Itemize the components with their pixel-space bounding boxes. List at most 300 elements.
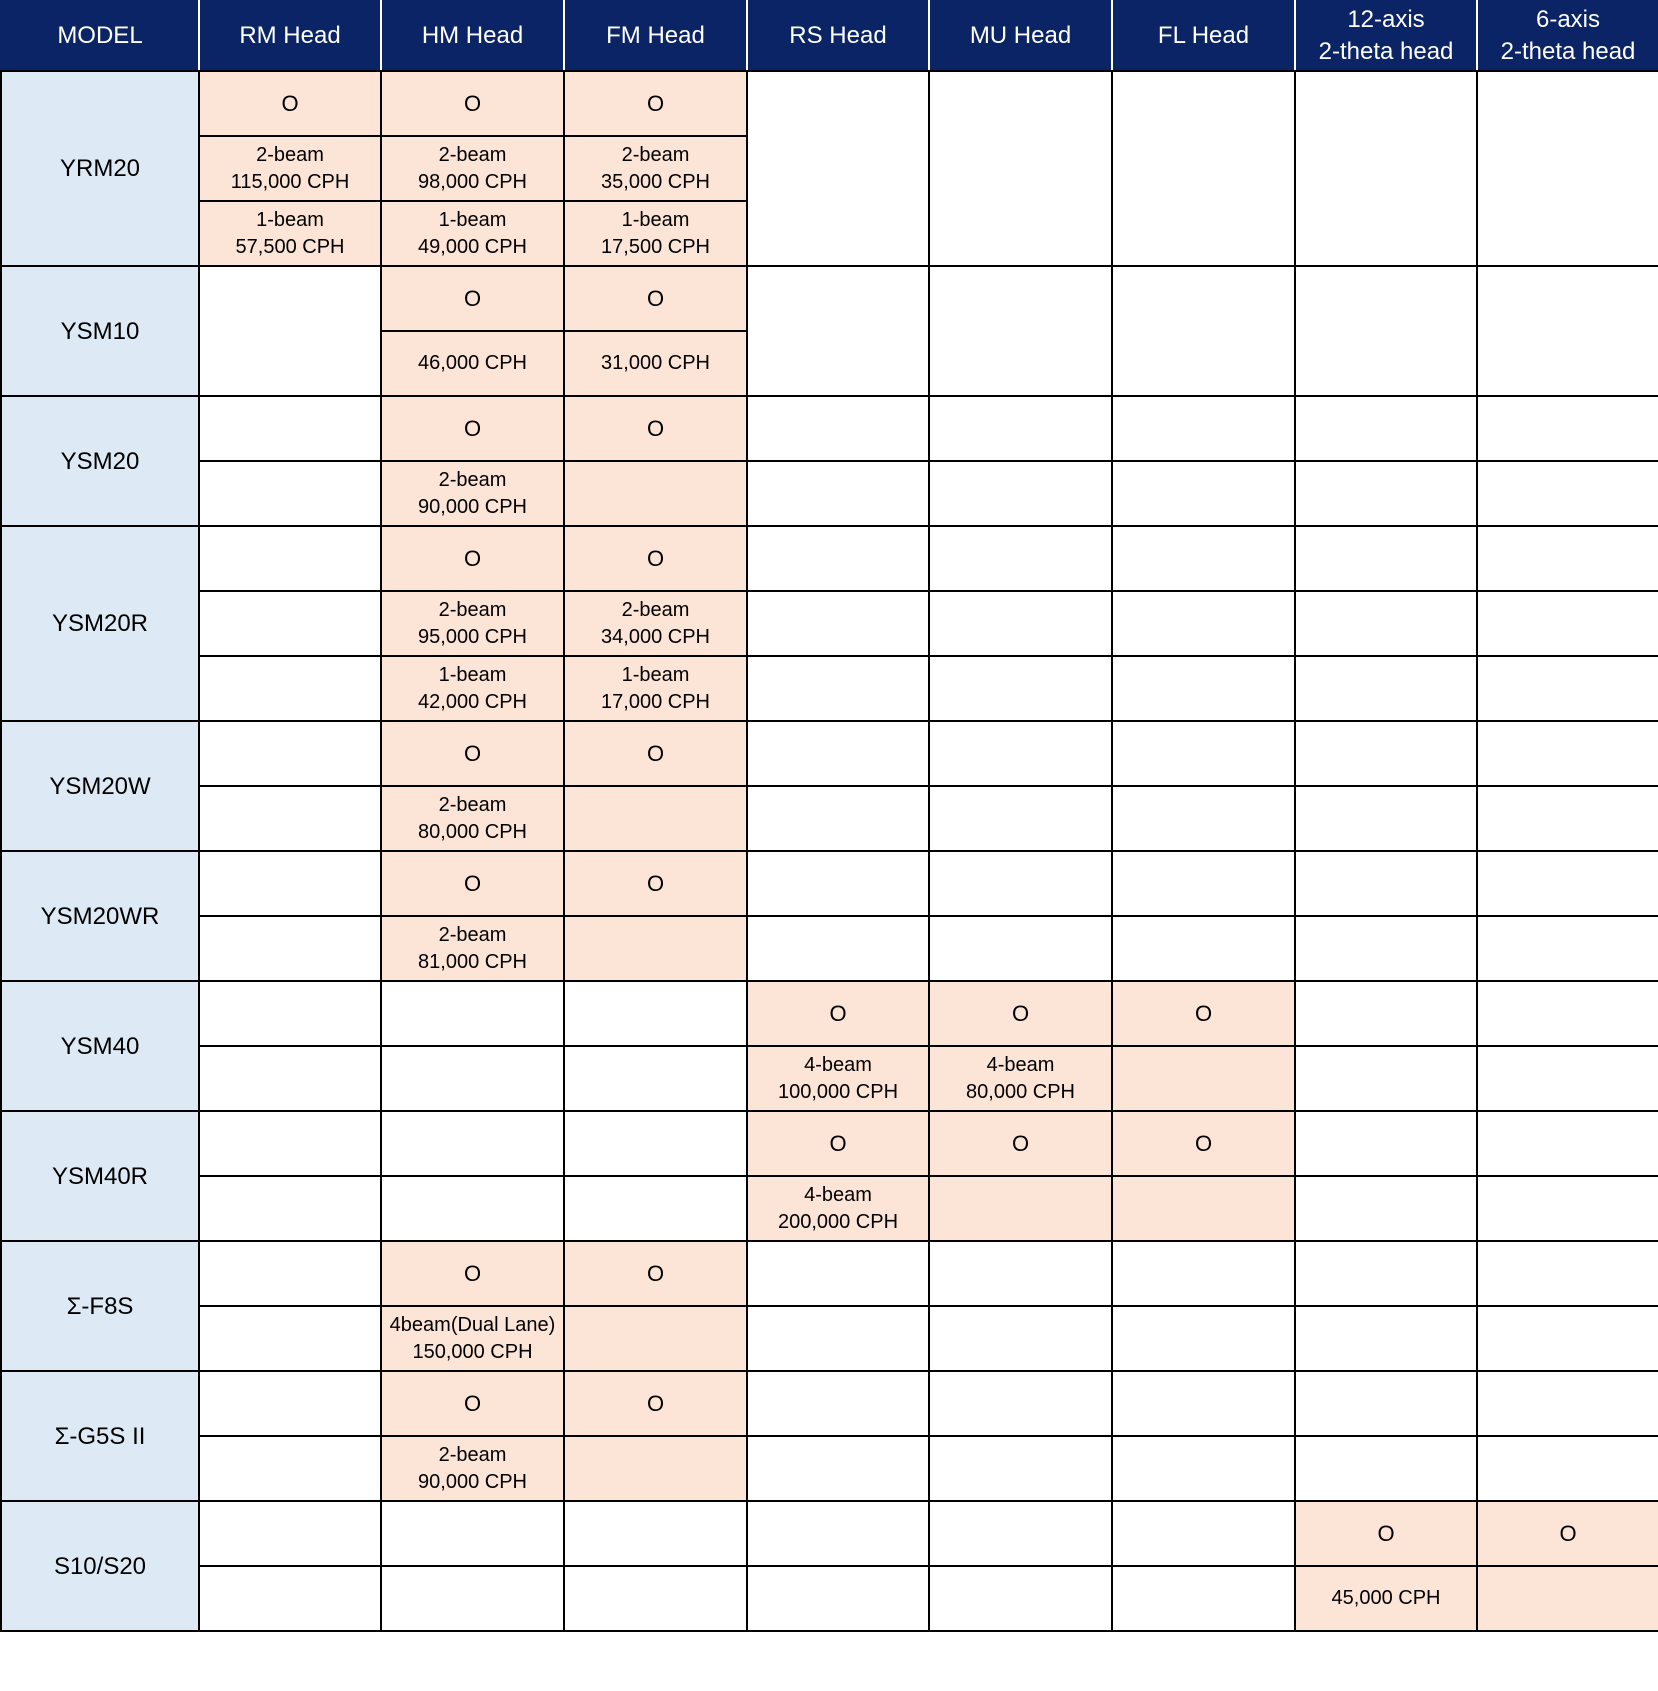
spec-text: 4-beam xyxy=(804,1053,872,1076)
spec-text: 4beam(Dual Lane) xyxy=(389,1313,556,1336)
spec-text: 4-beam xyxy=(986,1053,1055,1076)
empty-cell xyxy=(199,1306,381,1371)
empty-cell xyxy=(564,916,747,981)
empty-cell xyxy=(929,1241,1112,1306)
spec-cell xyxy=(564,136,747,201)
empty-cell xyxy=(199,526,381,591)
empty-cell xyxy=(199,786,381,851)
empty-cell xyxy=(1295,1306,1477,1371)
spec-text: 57,500 CPH xyxy=(235,235,345,258)
empty-cell xyxy=(1477,1241,1658,1306)
spec-text: 46,000 CPH xyxy=(418,352,527,374)
spec-text: 34,000 CPH xyxy=(601,625,710,648)
empty-cell xyxy=(1112,786,1295,851)
spec-text: 98,000 CPH xyxy=(418,170,527,193)
availability-mark-cell xyxy=(1112,981,1295,1046)
header-line: 6-axis xyxy=(1535,6,1601,33)
empty-cell xyxy=(747,591,929,656)
empty-cell xyxy=(381,1566,564,1631)
empty-cell xyxy=(929,71,1112,266)
empty-cell xyxy=(564,1176,747,1241)
spec-text: 1-beam xyxy=(256,208,324,231)
empty-cell xyxy=(199,981,381,1046)
availability-mark-cell xyxy=(381,1241,564,1306)
empty-cell xyxy=(929,916,1112,981)
empty-cell xyxy=(1477,1306,1658,1371)
empty-cell xyxy=(1112,266,1295,396)
empty-cell xyxy=(199,656,381,721)
availability-mark: O xyxy=(646,91,665,116)
availability-mark: O xyxy=(1011,1001,1030,1026)
availability-mark-cell xyxy=(381,1371,564,1436)
table-row xyxy=(1,1176,1658,1241)
header-line: 2-theta head xyxy=(1318,38,1454,65)
empty-cell xyxy=(564,1501,747,1566)
header-line: HM Head xyxy=(421,22,524,49)
spec-cell xyxy=(381,1436,564,1501)
empty-cell xyxy=(1477,786,1658,851)
empty-cell xyxy=(1477,1566,1658,1631)
empty-cell xyxy=(1477,1046,1658,1111)
spec-text: 90,000 CPH xyxy=(418,495,527,518)
spec-text: 45,000 CPH xyxy=(1331,1587,1441,1609)
spec-cell xyxy=(381,331,564,396)
spec-text: 35,000 CPH xyxy=(601,170,710,193)
empty-cell xyxy=(929,1306,1112,1371)
empty-cell xyxy=(747,1306,929,1371)
model-name: YSM40 xyxy=(60,1032,140,1060)
empty-cell xyxy=(1295,1046,1477,1111)
empty-cell xyxy=(1112,396,1295,461)
availability-mark: O xyxy=(463,1391,482,1416)
empty-cell xyxy=(747,1436,929,1501)
empty-cell xyxy=(199,1241,381,1306)
empty-cell xyxy=(564,1046,747,1111)
table-row xyxy=(1,526,1658,591)
spec-cell xyxy=(747,1046,929,1111)
empty-cell xyxy=(1295,266,1477,396)
spec-text: 1-beam xyxy=(621,208,690,231)
empty-cell xyxy=(1477,396,1658,461)
table-row xyxy=(1,721,1658,786)
empty-cell xyxy=(381,1046,564,1111)
model-name-cell xyxy=(1,721,199,851)
header-6-axis-2-theta-head xyxy=(1477,1,1658,71)
empty-cell xyxy=(199,461,381,526)
empty-cell xyxy=(747,71,929,266)
empty-cell xyxy=(199,1111,381,1176)
empty-cell xyxy=(1295,526,1477,591)
empty-cell xyxy=(747,266,929,396)
empty-cell xyxy=(564,1111,747,1176)
empty-cell xyxy=(564,1306,747,1371)
header-mu-head xyxy=(929,1,1112,71)
empty-cell xyxy=(381,1501,564,1566)
spec-cell xyxy=(381,591,564,656)
availability-mark-cell xyxy=(381,851,564,916)
availability-mark-cell xyxy=(381,396,564,461)
empty-cell xyxy=(747,916,929,981)
empty-cell xyxy=(929,656,1112,721)
empty-cell xyxy=(929,1176,1112,1241)
availability-mark-cell xyxy=(564,1371,747,1436)
empty-cell xyxy=(1112,916,1295,981)
empty-cell xyxy=(1295,461,1477,526)
spec-cell xyxy=(381,786,564,851)
spec-text: 80,000 CPH xyxy=(966,1080,1075,1103)
header-line: RS Head xyxy=(789,22,887,49)
empty-cell xyxy=(1295,1111,1477,1176)
spec-cell xyxy=(564,201,747,266)
availability-mark: O xyxy=(463,741,482,766)
header-rs-head xyxy=(747,1,929,71)
model-name-cell xyxy=(1,1501,199,1631)
spec-cell xyxy=(381,461,564,526)
table-row xyxy=(1,461,1658,526)
table-row xyxy=(1,656,1658,721)
empty-cell xyxy=(1295,721,1477,786)
table-row xyxy=(1,1306,1658,1371)
empty-cell xyxy=(1477,721,1658,786)
model-name: Σ-F8S xyxy=(66,1292,134,1320)
availability-mark-cell xyxy=(381,266,564,331)
availability-mark: O xyxy=(281,91,299,116)
header-line: 12-axis xyxy=(1347,6,1425,33)
model-name: YSM40R xyxy=(51,1162,149,1190)
spec-cell xyxy=(199,136,381,201)
model-name-cell xyxy=(1,71,199,266)
model-name-cell xyxy=(1,981,199,1111)
model-name-cell xyxy=(1,266,199,396)
empty-cell xyxy=(1295,1241,1477,1306)
empty-cell xyxy=(1295,71,1477,266)
empty-cell xyxy=(564,1436,747,1501)
empty-cell xyxy=(199,1046,381,1111)
empty-cell xyxy=(929,786,1112,851)
availability-mark: O xyxy=(646,1261,665,1286)
empty-cell xyxy=(1477,851,1658,916)
empty-cell xyxy=(1295,656,1477,721)
empty-cell xyxy=(1477,656,1658,721)
table-row xyxy=(1,1241,1658,1306)
empty-cell xyxy=(1112,851,1295,916)
empty-cell xyxy=(1477,981,1658,1046)
spec-cell xyxy=(381,201,564,266)
spec-text: 2-beam xyxy=(438,923,507,946)
spec-text: 115,000 CPH xyxy=(230,170,350,193)
empty-cell xyxy=(1112,461,1295,526)
empty-cell xyxy=(747,786,929,851)
empty-cell xyxy=(199,916,381,981)
table-row xyxy=(1,851,1658,916)
header-line: FL Head xyxy=(1157,22,1250,49)
availability-mark: O xyxy=(463,546,482,571)
spec-text: 100,000 CPH xyxy=(777,1080,899,1103)
empty-cell xyxy=(1112,526,1295,591)
spec-text: 1-beam xyxy=(438,663,507,686)
empty-cell xyxy=(747,461,929,526)
header-12-axis-2-theta-head xyxy=(1295,1,1477,71)
spec-text: 2-beam xyxy=(438,598,507,621)
availability-mark-cell xyxy=(381,721,564,786)
spec-text: 31,000 CPH xyxy=(601,352,710,374)
model-name-cell xyxy=(1,851,199,981)
header-fm-head xyxy=(564,1,747,71)
availability-mark: O xyxy=(646,741,665,766)
empty-cell xyxy=(929,1371,1112,1436)
availability-mark: O xyxy=(1194,1131,1213,1156)
empty-cell xyxy=(747,1241,929,1306)
availability-mark: O xyxy=(1377,1521,1395,1546)
availability-mark-cell xyxy=(564,526,747,591)
spec-text: 2-beam xyxy=(438,793,507,816)
table-row xyxy=(1,1436,1658,1501)
empty-cell xyxy=(1112,721,1295,786)
empty-cell xyxy=(1295,1371,1477,1436)
availability-mark: O xyxy=(646,1391,665,1416)
availability-mark-cell xyxy=(1295,1501,1477,1566)
model-name-cell xyxy=(1,396,199,526)
spec-text: 4-beam xyxy=(804,1183,872,1206)
empty-cell xyxy=(1477,1176,1658,1241)
spec-text: 1-beam xyxy=(621,663,690,686)
empty-cell xyxy=(199,1436,381,1501)
spec-cell xyxy=(747,1176,929,1241)
table-row xyxy=(1,1501,1658,1566)
empty-cell xyxy=(1295,1436,1477,1501)
empty-cell xyxy=(564,786,747,851)
header-row xyxy=(1,1,1658,71)
empty-cell xyxy=(199,591,381,656)
table-header xyxy=(1,1,1658,71)
spec-cell xyxy=(564,591,747,656)
empty-cell xyxy=(1477,1436,1658,1501)
spec-text: 2-beam xyxy=(621,143,690,166)
spec-text: 2-beam xyxy=(438,143,507,166)
availability-mark-cell xyxy=(747,981,929,1046)
empty-cell xyxy=(929,526,1112,591)
spec-cell xyxy=(564,331,747,396)
empty-cell xyxy=(929,266,1112,396)
availability-mark: O xyxy=(1194,1001,1213,1026)
empty-cell xyxy=(1112,1436,1295,1501)
availability-mark-cell xyxy=(564,721,747,786)
spec-cell xyxy=(1295,1566,1477,1631)
availability-mark-cell xyxy=(1477,1501,1658,1566)
table-row xyxy=(1,1111,1658,1176)
empty-cell xyxy=(1295,916,1477,981)
availability-mark-cell xyxy=(564,396,747,461)
empty-cell xyxy=(747,396,929,461)
empty-cell xyxy=(1477,461,1658,526)
empty-cell xyxy=(747,526,929,591)
empty-cell xyxy=(1295,981,1477,1046)
spec-text: 2-beam xyxy=(621,598,690,621)
empty-cell xyxy=(1477,591,1658,656)
spec-text: 80,000 CPH xyxy=(418,820,527,843)
header-line: FM Head xyxy=(606,22,705,49)
empty-cell xyxy=(929,851,1112,916)
empty-cell xyxy=(1477,266,1658,396)
table-row xyxy=(1,981,1658,1046)
empty-cell xyxy=(1112,1306,1295,1371)
empty-cell xyxy=(1295,1176,1477,1241)
empty-cell xyxy=(199,266,381,396)
availability-mark-cell xyxy=(564,71,747,136)
spec-text: 200,000 CPH xyxy=(777,1210,899,1233)
model-name: S10/S20 xyxy=(53,1552,147,1580)
spec-cell xyxy=(381,136,564,201)
availability-mark: O xyxy=(646,871,665,896)
empty-cell xyxy=(1112,591,1295,656)
spec-text: 17,500 CPH xyxy=(601,235,710,258)
empty-cell xyxy=(1112,71,1295,266)
model-name-cell xyxy=(1,526,199,721)
header-line: MU Head xyxy=(969,22,1072,49)
header-model xyxy=(1,1,199,71)
availability-mark: O xyxy=(463,416,482,441)
availability-mark-cell xyxy=(1112,1111,1295,1176)
availability-mark-cell xyxy=(381,526,564,591)
empty-cell xyxy=(1477,916,1658,981)
model-name: YSM10 xyxy=(60,317,140,345)
header-line: RM Head xyxy=(239,22,341,49)
availability-mark-cell xyxy=(929,981,1112,1046)
header-line: 2-theta head xyxy=(1500,38,1636,65)
spec-text: 90,000 CPH xyxy=(418,1470,527,1493)
spec-text: 49,000 CPH xyxy=(418,235,527,258)
table-row xyxy=(1,1046,1658,1111)
model-name: YSM20WR xyxy=(40,902,160,930)
table-row xyxy=(1,1371,1658,1436)
model-name: YRM20 xyxy=(59,155,141,182)
empty-cell xyxy=(564,981,747,1046)
table-row xyxy=(1,396,1658,461)
empty-cell xyxy=(929,461,1112,526)
spec-text: 1-beam xyxy=(438,208,507,231)
empty-cell xyxy=(1112,1241,1295,1306)
empty-cell xyxy=(1112,656,1295,721)
table-row xyxy=(1,71,1658,136)
availability-mark-cell xyxy=(564,1241,747,1306)
header-hm-head xyxy=(381,1,564,71)
empty-cell xyxy=(1112,1046,1295,1111)
spec-text: 2-beam xyxy=(438,1443,507,1466)
availability-mark-cell xyxy=(381,71,564,136)
model-name-cell xyxy=(1,1371,199,1501)
empty-cell xyxy=(1112,1501,1295,1566)
availability-mark: O xyxy=(463,286,482,311)
table-row xyxy=(1,786,1658,851)
empty-cell xyxy=(929,721,1112,786)
empty-cell xyxy=(199,1501,381,1566)
spec-text: 2-beam xyxy=(256,143,324,166)
empty-cell xyxy=(747,721,929,786)
empty-cell xyxy=(929,591,1112,656)
empty-cell xyxy=(1477,526,1658,591)
availability-mark: O xyxy=(646,416,665,441)
empty-cell xyxy=(199,1176,381,1241)
header-fl-head xyxy=(1112,1,1295,71)
empty-cell xyxy=(747,656,929,721)
empty-cell xyxy=(1477,1371,1658,1436)
empty-cell xyxy=(381,981,564,1046)
empty-cell xyxy=(381,1111,564,1176)
empty-cell xyxy=(1112,1566,1295,1631)
model-name: YSM20R xyxy=(51,610,149,637)
availability-mark-cell xyxy=(564,266,747,331)
empty-cell xyxy=(1112,1371,1295,1436)
empty-cell xyxy=(747,1501,929,1566)
availability-mark: O xyxy=(646,286,665,311)
empty-cell xyxy=(929,1566,1112,1631)
availability-mark: O xyxy=(829,1131,847,1156)
empty-cell xyxy=(1112,1176,1295,1241)
empty-cell xyxy=(199,851,381,916)
empty-cell xyxy=(747,1566,929,1631)
spec-text: 81,000 CPH xyxy=(418,950,527,973)
empty-cell xyxy=(1295,396,1477,461)
header-line: MODEL xyxy=(57,22,143,49)
model-name: YSM20W xyxy=(49,772,151,800)
empty-cell xyxy=(1477,71,1658,266)
empty-cell xyxy=(199,721,381,786)
availability-mark: O xyxy=(646,546,665,571)
empty-cell xyxy=(1295,591,1477,656)
availability-mark-cell xyxy=(929,1111,1112,1176)
empty-cell xyxy=(1295,786,1477,851)
availability-mark: O xyxy=(829,1001,847,1026)
table-row xyxy=(1,916,1658,981)
table-row xyxy=(1,591,1658,656)
empty-cell xyxy=(929,1501,1112,1566)
empty-cell xyxy=(929,1436,1112,1501)
spec-cell xyxy=(381,1306,564,1371)
empty-cell xyxy=(199,1371,381,1436)
availability-mark-cell xyxy=(564,851,747,916)
table-row xyxy=(1,266,1658,331)
spec-text: 17,000 CPH xyxy=(601,690,710,713)
availability-mark: O xyxy=(1559,1521,1577,1546)
table-body xyxy=(1,71,1658,1631)
spec-cell xyxy=(381,656,564,721)
availability-mark: O xyxy=(1011,1131,1030,1156)
empty-cell xyxy=(199,396,381,461)
empty-cell xyxy=(564,461,747,526)
availability-mark-cell xyxy=(199,71,381,136)
spec-text: 95,000 CPH xyxy=(418,625,527,648)
model-name-cell xyxy=(1,1111,199,1241)
header-rm-head xyxy=(199,1,381,71)
availability-mark: O xyxy=(463,91,482,116)
empty-cell xyxy=(747,851,929,916)
empty-cell xyxy=(564,1566,747,1631)
empty-cell xyxy=(1477,1111,1658,1176)
spec-text: 42,000 CPH xyxy=(418,690,527,713)
availability-mark-cell xyxy=(747,1111,929,1176)
availability-mark: O xyxy=(463,1261,482,1286)
table-row xyxy=(1,1566,1658,1631)
empty-cell xyxy=(1295,851,1477,916)
empty-cell xyxy=(929,396,1112,461)
spec-text: 150,000 CPH xyxy=(412,1340,533,1363)
model-name-cell xyxy=(1,1241,199,1371)
model-name: Σ-G5S II xyxy=(54,1422,146,1450)
spec-cell xyxy=(199,201,381,266)
empty-cell xyxy=(381,1176,564,1241)
spec-cell xyxy=(381,916,564,981)
spec-cell xyxy=(929,1046,1112,1111)
